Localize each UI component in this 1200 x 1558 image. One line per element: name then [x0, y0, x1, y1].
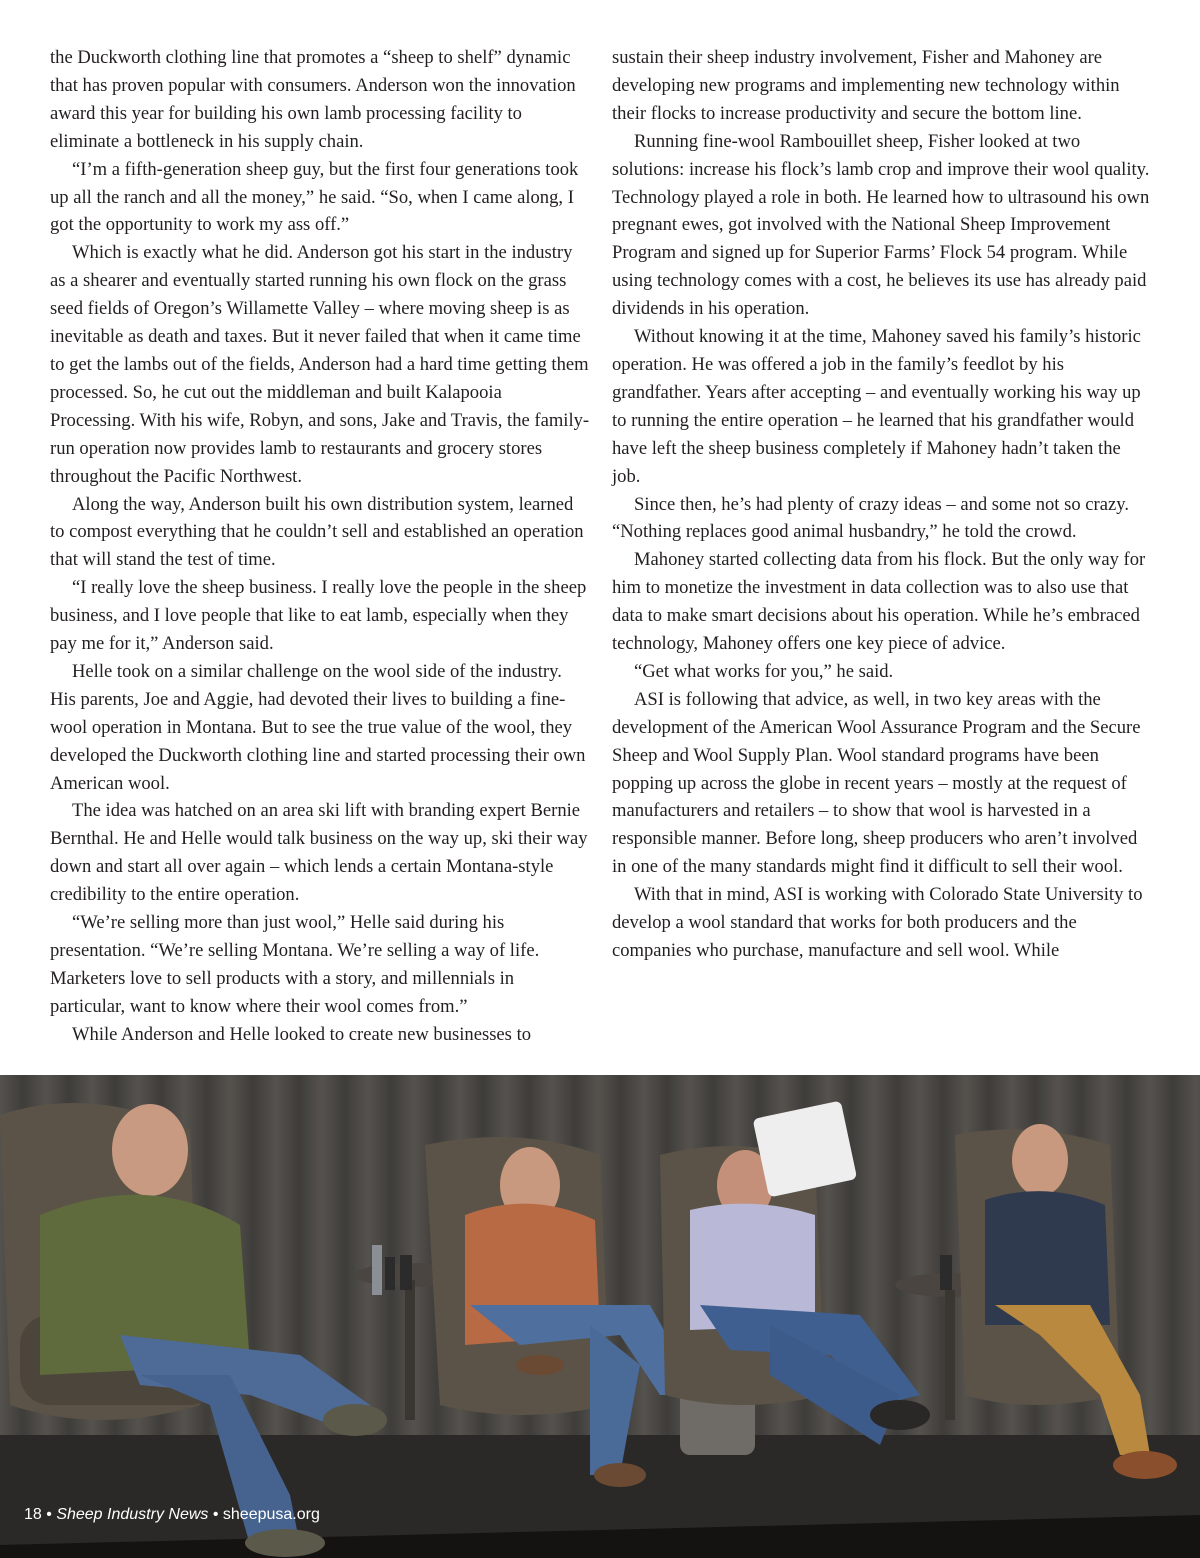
page-footer — [24, 1506, 320, 1524]
footer-separator: • — [46, 1506, 52, 1523]
paragraph: Along the way, Anderson built his own distribution system, learned to compost everything that he couldn’t sell and established an operation that will stand the test of time. — [50, 493, 584, 571]
paragraph: “We’re selling more than just wool,” Helle said during his presentation. “We’re selling Montana. We’re selling a way of life. Marketers love to sell products with a story, and millennials in particular, want to know where their wool comes from.” — [50, 912, 540, 1017]
paragraph: Running fine-wool Rambouillet sheep, Fisher looked at two solutions: increase his flock’s lamb crop and improve their wool quality. Technology played a role in both. He learned how to ultrasound his own pregnant ewes, got involved with the National Sheep Improvement Program and signed up for Superior Farms’ Flock 54 program. While using technology comes with a cost, he believes its use has already paid dividends in his operation. — [612, 130, 1150, 320]
paragraph: the Duckworth clothing line that promotes a “sheep to shelf” dynamic that has proven popular with consumers. Anderson won the innovation award this year for building his own lamb processing facility to eliminate a bottleneck in his supply chain. — [50, 47, 576, 152]
photo-illustration — [0, 1075, 1200, 1558]
paragraph: “I’m a fifth-generation sheep guy, but the first four generations took up all the ranch and all the money,” he said. “So, when I came along, I got the opportunity to work my ass off.” — [50, 158, 579, 236]
paragraph: Helle took on a similar challenge on the wool side of the industry. His parents, Joe and Aggie, had devoted their lives to building a fine-wool operation in Montana. But to see the true value of the wool, they developed the Duckworth clothing line and started processing their own American wool. — [50, 660, 586, 794]
magazine-name: Sheep Industry News — [56, 1506, 209, 1523]
paragraph: While Anderson and Helle looked to create new businesses to — [72, 1023, 532, 1045]
paragraph: Since then, he’s had plenty of crazy ideas – and some not so crazy. “Nothing replaces good animal husbandry,” he told the crowd. — [612, 493, 1129, 543]
panel-discussion-photo — [0, 1075, 1200, 1558]
paragraph: “I really love the sheep business. I really love the people in the sheep business, and I love people that like to eat lamb, especially when they pay me for it,” Anderson said. — [50, 577, 587, 655]
paragraph: sustain their sheep industry involvement, Fisher and Mahoney are developing new programs and implementing new technology within their flocks to increase productivity and secure the bottom line. — [612, 47, 1120, 124]
paragraph: Mahoney started collecting data from his flock. But the only way for him to monetize the investment in data collection was to also use that data to make smart decisions about his operation. While he’s embraced technology, Mahoney offers one key piece of advice. — [612, 549, 1146, 655]
paragraph: “Get what works for you,” he said. — [634, 660, 894, 682]
article-column-right — [612, 44, 1152, 965]
paragraph: With that in mind, ASI is working with Colorado State University to develop a wool standard that works for both producers and the companies who purchase, manufacture and sell wool. While — [612, 884, 1143, 961]
page-number: 18 — [24, 1506, 42, 1523]
footer-separator: • — [212, 1506, 219, 1523]
paragraph: ASI is following that advice, as well, in two key areas with the development of the American Wool Assurance Program and the Secure Sheep and Wool Supply Plan. Wool standard programs have been popping up across the globe in recent years – mostly at the request of manufacturers and retailers – to show that wool is harvested in a responsible manner. Before long, sheep producers who aren’t involved in one of the many standards might find it difficult to sell their wool. — [612, 688, 1141, 878]
paragraph: The idea was hatched on an area ski lift with branding expert Bernie Bernthal. He and Helle would talk business on the way up, ski their way down and start all over again – which lends a certain Montana-style credibility to the entire operation. — [50, 800, 588, 906]
website-link[interactable]: sheepusa.org — [222, 1506, 320, 1523]
paragraph: Without knowing it at the time, Mahoney saved his family’s historic operation. He was offered a job in the family’s feedlot by his grandfather. Years after accepting – and eventually working his way up to running the entire operation – he learned that his grandfather would have left the sheep business completely if Mahoney hadn’t taken the job. — [612, 326, 1141, 487]
article-column-left — [50, 44, 590, 1049]
paragraph: Which is exactly what he did. Anderson got his start in the industry as a shearer and eventually started running his own flock on the grass seed fields of Oregon’s Willamette Valley – where moving sheep is as inevitable as death and taxes. But it never failed that when it came time to get the lambs out of the fields, Anderson had a hard time getting them processed. So, he cut out the middleman and built Kalapooia Processing. With his wife, Robyn, and sons, Jake and Travis, the family-run operation now provides lamb to restaurants and grocery stores throughout the Pacific Northwest. — [50, 242, 590, 487]
